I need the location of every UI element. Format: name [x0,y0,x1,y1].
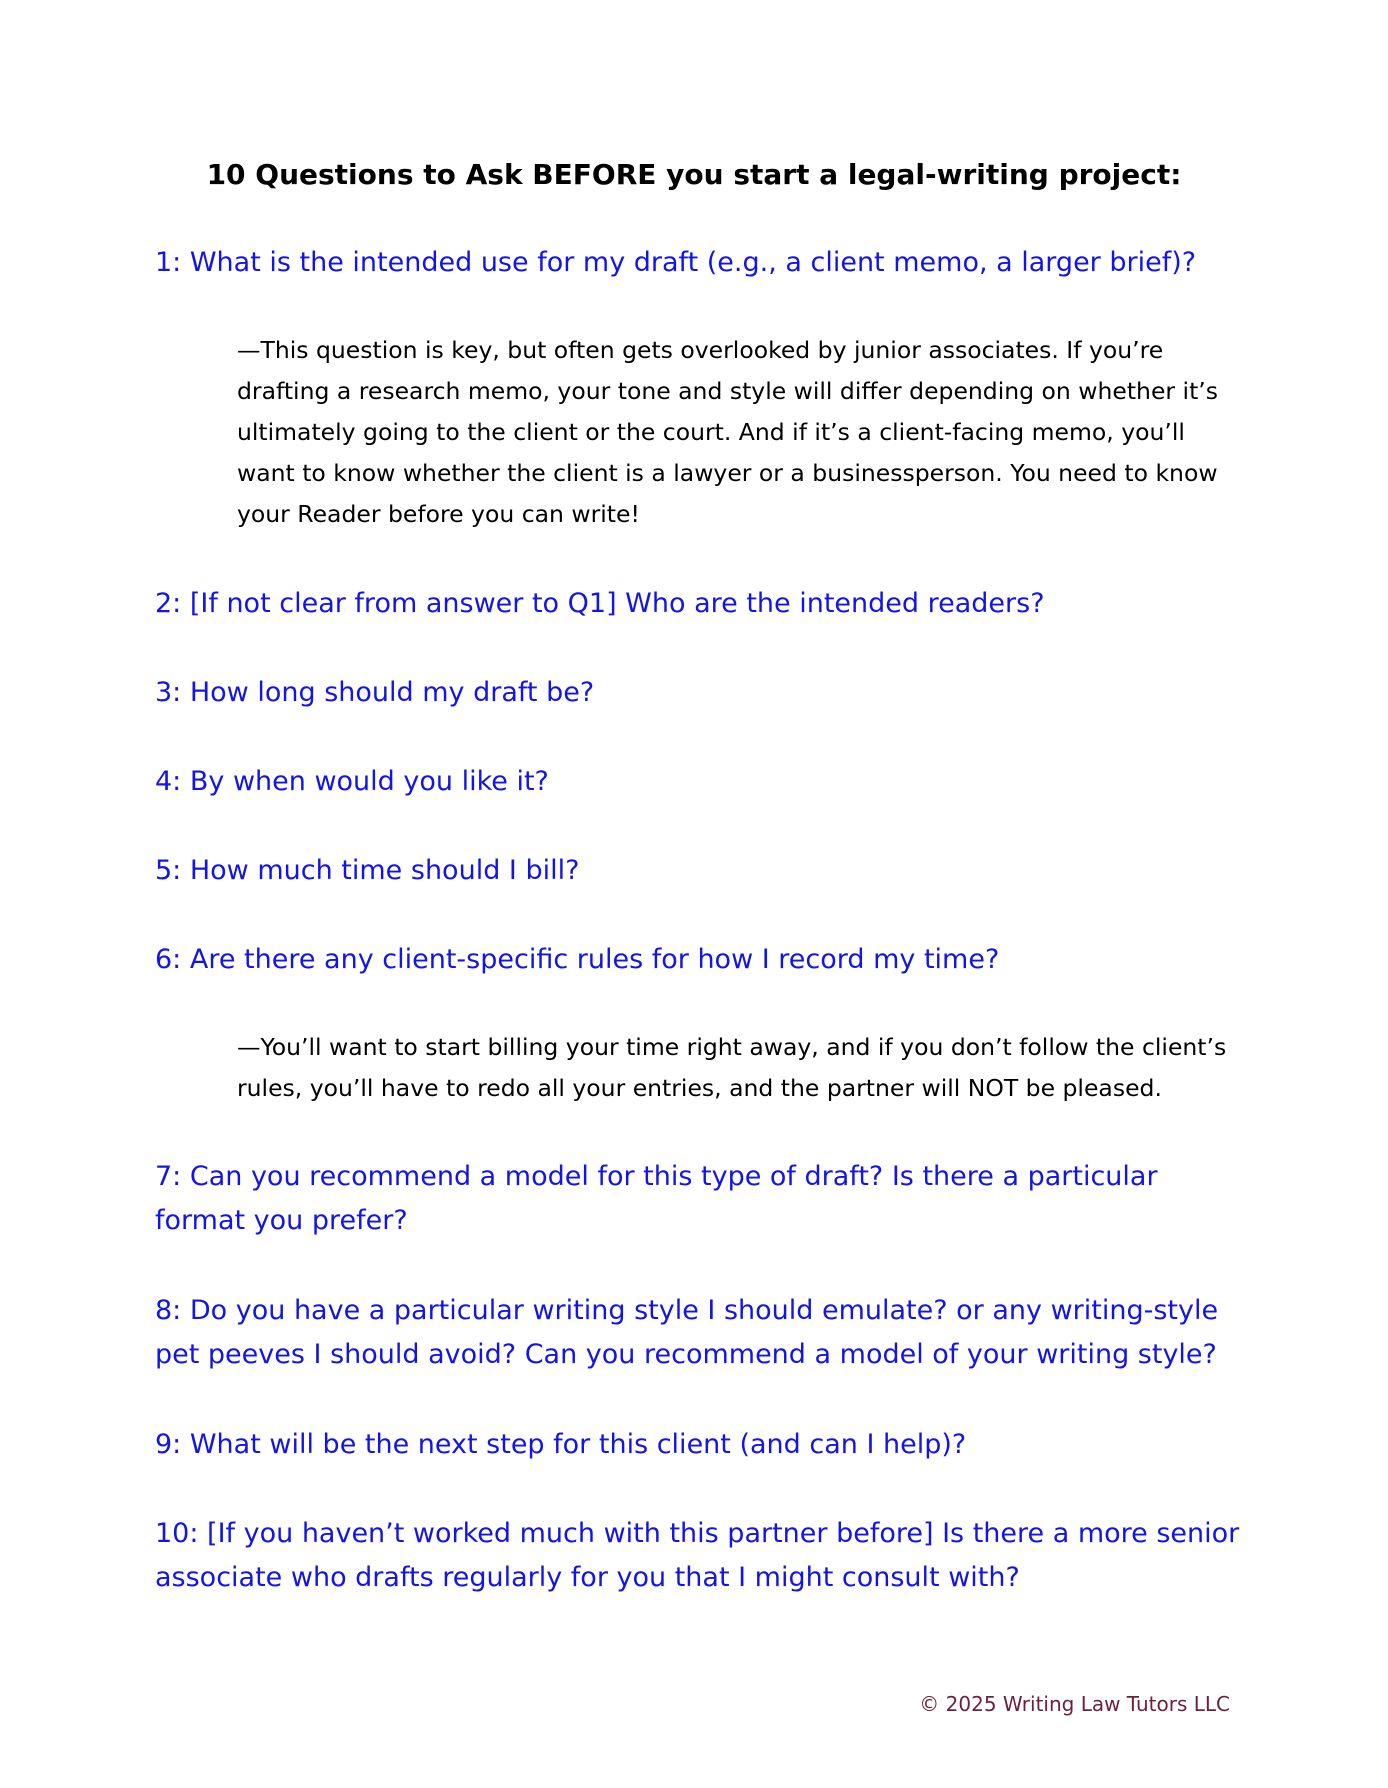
question-4: 4: By when would you like it? [155,766,549,797]
question-7: 7: Can you recommend a model for this type of draft? Is there a particular format you prefer? [155,1161,1158,1236]
question-2: 2: [If not clear from answer to Q1] Who are the intended readers? [155,588,1045,619]
note-question-1: —This question is key, but often gets overlooked by junior associates. If you’re drafting a research memo, your tone and style will differ depending on whether it’s ultimately going to the client or the court. And if it’s a client-facing memo, you’ll want to know whether the client is a lawyer or a businessperson. You need to know your Reader before you can write! [237,336,1218,528]
question-6: 6: Are there any client-specific rules for how I record my time? [155,944,1000,975]
question-5: 5: How much time should I bill? [155,855,580,886]
question-10: 10: [If you haven’t worked much with this partner before] Is there a more senior associate who drafts regularly for you that I might consult with? [155,1518,1240,1593]
note-question-6: —You’ll want to start billing your time right away, and if you don’t follow the client’s rules, you’ll have to redo all your entries, and the partner will NOT be pleased. [237,1033,1227,1102]
question-8: 8: Do you have a particular writing style I should emulate? or any writing-style pet peeves I should avoid? Can you recommend a model of your writing style? [155,1295,1219,1370]
question-1: 1: What is the intended use for my draft (e.g., a client memo, a larger brief)? [155,247,1197,278]
page-title: 10 Questions to Ask BEFORE you start a legal-writing project: [206,158,1182,191]
copyright-footer: © 2025 Writing Law Tutors LLC [919,1692,1230,1716]
question-9: 9: What will be the next step for this client (and can I help)? [155,1429,967,1460]
question-3: 3: How long should my draft be? [155,677,595,708]
